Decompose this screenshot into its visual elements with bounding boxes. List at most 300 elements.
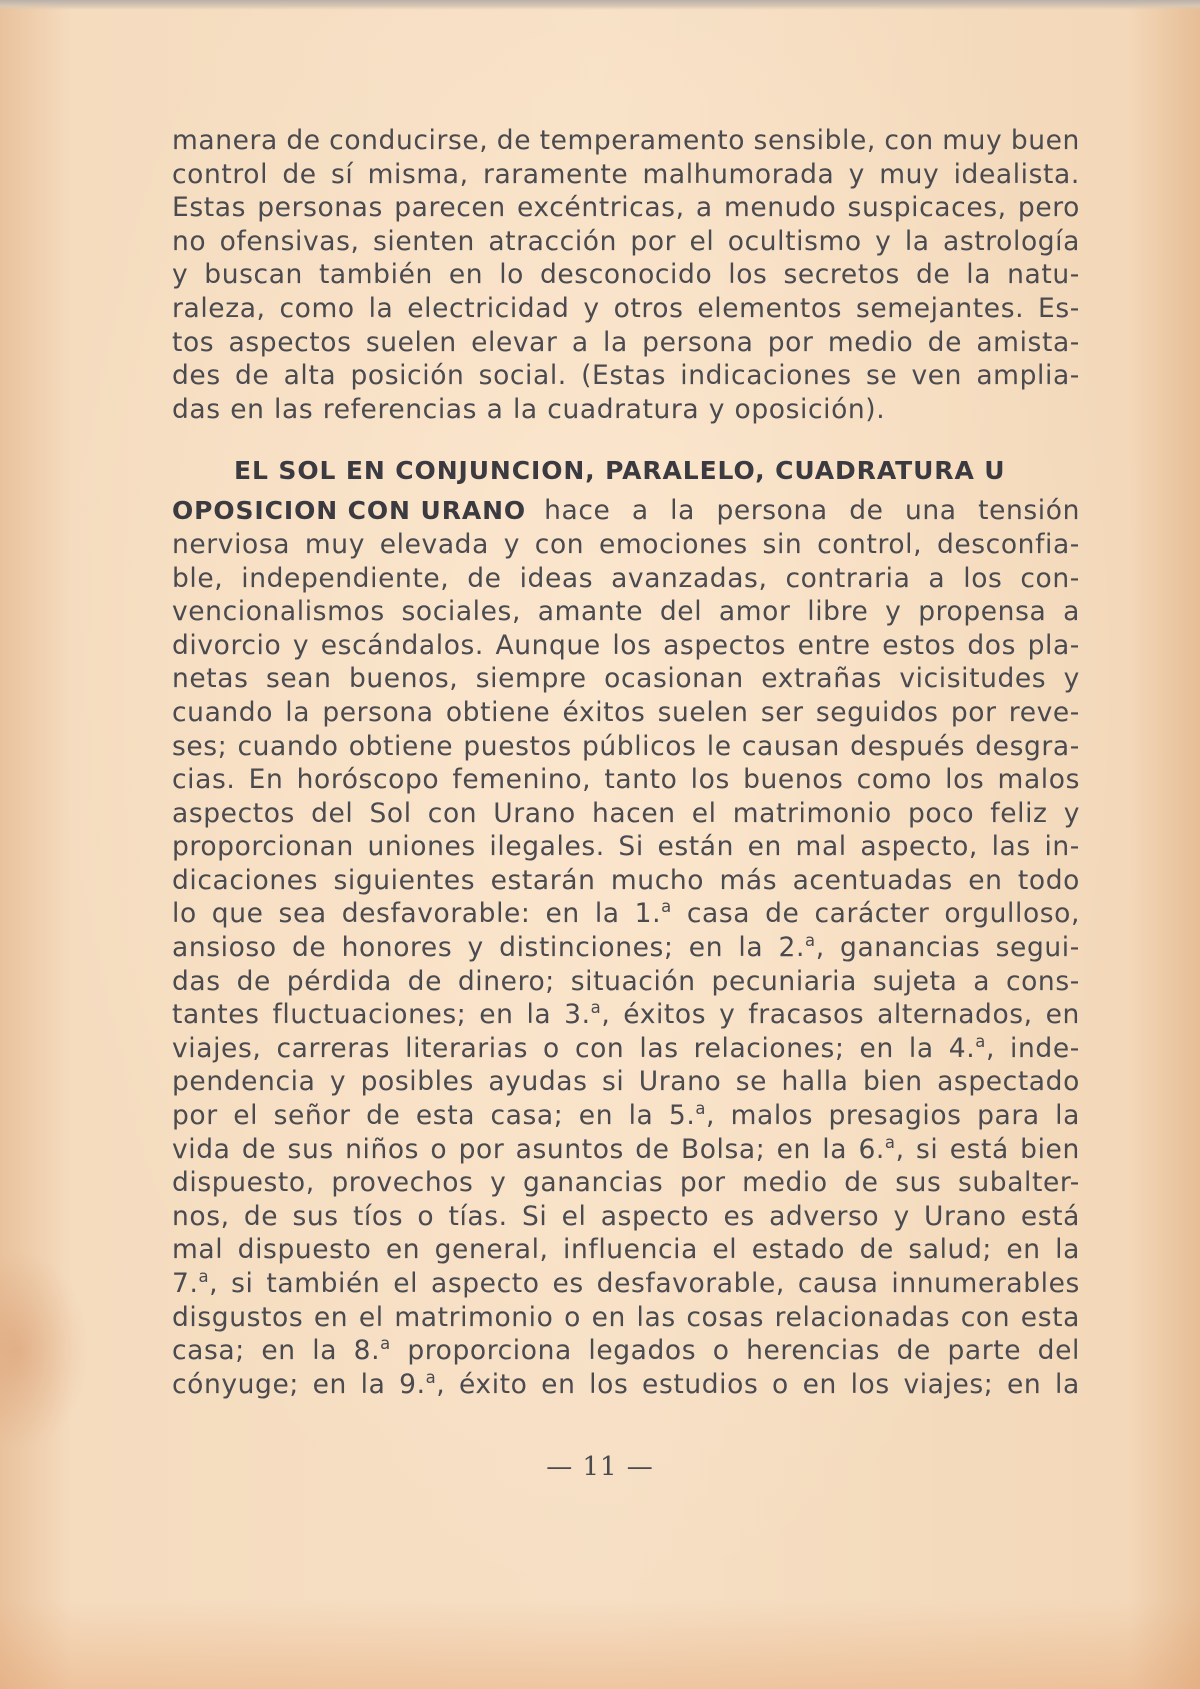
text-line bbox=[172, 629, 1080, 663]
word: es bbox=[723, 1200, 755, 1232]
word: o bbox=[712, 1335, 730, 1367]
word: para bbox=[977, 1100, 1040, 1132]
word: el bbox=[233, 1100, 259, 1132]
word: sensible, bbox=[753, 125, 876, 156]
word: con- bbox=[1020, 562, 1080, 594]
word: a bbox=[631, 494, 649, 526]
word: y bbox=[708, 393, 726, 425]
word: Si bbox=[618, 831, 644, 863]
word: causa bbox=[797, 1268, 879, 1299]
text-line bbox=[172, 696, 1080, 730]
word: menudo bbox=[723, 192, 837, 224]
word: tías. bbox=[448, 1200, 508, 1232]
word: el bbox=[358, 1301, 384, 1333]
text-line bbox=[172, 797, 1080, 831]
word: los bbox=[728, 259, 768, 291]
section-heading-continued: OPOSICION CON URANO bbox=[172, 495, 527, 525]
word: la bbox=[738, 932, 764, 964]
word: o bbox=[543, 1032, 560, 1064]
word: distinciones; bbox=[499, 932, 674, 964]
word: amor bbox=[718, 596, 791, 628]
word: por bbox=[172, 1100, 218, 1132]
word: a bbox=[486, 393, 504, 425]
word: sean bbox=[265, 663, 332, 695]
word: provechos bbox=[331, 1167, 474, 1199]
word: pla- bbox=[1027, 629, 1080, 661]
word: de bbox=[234, 360, 270, 392]
word: del bbox=[659, 596, 703, 628]
word: viajes, bbox=[172, 1032, 262, 1064]
word: raramente bbox=[482, 158, 629, 190]
word: nos, bbox=[172, 1200, 230, 1232]
word: pero bbox=[1017, 192, 1080, 224]
word: Sol bbox=[369, 797, 412, 829]
word: carácter bbox=[814, 898, 930, 930]
word: dos bbox=[967, 629, 1017, 661]
word: siguientes bbox=[333, 864, 476, 896]
text-line bbox=[172, 965, 1080, 999]
text-line bbox=[172, 1133, 1080, 1167]
word: las bbox=[991, 831, 1031, 863]
word: de bbox=[927, 326, 962, 358]
word: la bbox=[966, 259, 992, 291]
word: semejantes. bbox=[855, 292, 1025, 324]
page-number: — 11 — bbox=[546, 1452, 654, 1482]
body-text bbox=[172, 124, 1080, 1401]
word: amista- bbox=[976, 326, 1080, 358]
word: por bbox=[950, 696, 997, 728]
word: Urano bbox=[924, 1200, 1007, 1232]
word: hacen bbox=[591, 797, 676, 829]
word: aspectos bbox=[228, 326, 352, 358]
word: divorcio bbox=[172, 629, 282, 661]
word: nerviosa bbox=[172, 528, 291, 560]
paper-bottom-stain bbox=[0, 1599, 1200, 1689]
text-line bbox=[172, 864, 1080, 898]
word: de bbox=[407, 965, 442, 997]
word: en bbox=[448, 259, 484, 291]
word: buscan bbox=[204, 259, 303, 291]
word: casa; bbox=[172, 1335, 245, 1367]
word: persona bbox=[322, 696, 434, 728]
word: bien bbox=[862, 1066, 923, 1098]
word: los bbox=[963, 562, 1003, 594]
word: aspecto, bbox=[860, 831, 978, 863]
word: de bbox=[896, 1335, 931, 1367]
word: honores bbox=[341, 932, 453, 964]
word: y bbox=[329, 1066, 347, 1098]
text-line bbox=[172, 662, 1080, 696]
word: seguidos bbox=[815, 696, 939, 728]
word: uniones bbox=[367, 831, 476, 863]
word: se bbox=[735, 1066, 768, 1098]
text-line bbox=[172, 830, 1080, 864]
word: en bbox=[479, 999, 514, 1031]
word: salud; bbox=[908, 1234, 992, 1266]
word: das bbox=[172, 393, 221, 425]
word: casa; bbox=[490, 1100, 564, 1132]
word: casa bbox=[686, 898, 751, 930]
text-line bbox=[172, 1301, 1080, 1335]
word: cuadratura bbox=[547, 393, 700, 425]
text-line bbox=[172, 393, 1080, 427]
text-line bbox=[172, 1334, 1080, 1368]
word: de bbox=[243, 1200, 279, 1232]
word: medio bbox=[742, 1167, 828, 1199]
word: por bbox=[458, 1133, 505, 1165]
word: los bbox=[612, 629, 652, 661]
word: ideas bbox=[519, 562, 594, 594]
word: y bbox=[719, 999, 736, 1031]
word: de bbox=[849, 494, 884, 526]
word: in- bbox=[1044, 831, 1080, 863]
word: misma, bbox=[367, 158, 469, 190]
word: más bbox=[719, 864, 778, 896]
word: sus bbox=[292, 1200, 339, 1232]
section-heading-line-1 bbox=[172, 454, 1080, 488]
word: cónyuge; bbox=[172, 1368, 299, 1400]
word: Urano bbox=[493, 797, 576, 829]
text-line bbox=[172, 1233, 1080, 1267]
word: de bbox=[241, 1133, 277, 1165]
word: alta bbox=[283, 360, 337, 392]
word: 3.$^a$, bbox=[564, 998, 611, 1031]
word: Urano bbox=[638, 1066, 722, 1098]
word: o bbox=[564, 1301, 581, 1333]
word: la bbox=[1055, 1234, 1080, 1266]
word: astrología bbox=[943, 225, 1080, 257]
word: independiente, bbox=[241, 562, 450, 594]
word: asuntos bbox=[515, 1133, 624, 1165]
word: des bbox=[172, 360, 221, 392]
text-line bbox=[172, 124, 1080, 158]
word: también bbox=[318, 259, 433, 291]
word: a bbox=[1063, 596, 1080, 628]
word: muy bbox=[304, 528, 365, 560]
word: hace bbox=[544, 494, 611, 526]
word: bien bbox=[1020, 1133, 1080, 1165]
text-line bbox=[172, 595, 1080, 629]
word: las bbox=[639, 1032, 679, 1064]
word: la bbox=[1055, 1100, 1080, 1132]
word: muy bbox=[879, 158, 940, 190]
word: con bbox=[960, 1301, 1011, 1333]
word: libre bbox=[807, 596, 869, 628]
word: y bbox=[893, 1200, 910, 1232]
word: y bbox=[848, 158, 865, 190]
word: esta bbox=[1020, 1301, 1080, 1333]
word: fluctuaciones; bbox=[272, 999, 467, 1031]
word: otros bbox=[613, 292, 684, 324]
word: la bbox=[285, 696, 311, 728]
section-heading: EL SOL EN CONJUNCION, PARALELO, CUADRATURA U bbox=[234, 456, 1006, 486]
paragraph-1 bbox=[172, 124, 1080, 426]
word: estado bbox=[751, 1234, 846, 1266]
word: la bbox=[603, 326, 628, 358]
word: amplia- bbox=[976, 360, 1080, 392]
word: femenino, bbox=[452, 764, 592, 796]
word: están bbox=[657, 831, 734, 863]
word: dinero; bbox=[457, 965, 555, 997]
word: adverso bbox=[769, 1200, 880, 1232]
word: de bbox=[859, 1234, 894, 1266]
word: general, bbox=[434, 1234, 549, 1266]
word: elementos bbox=[697, 292, 843, 324]
word: buen bbox=[1010, 125, 1080, 156]
text-line bbox=[172, 931, 1080, 965]
word: se bbox=[865, 360, 898, 392]
word: feliz bbox=[990, 797, 1048, 829]
word: los bbox=[589, 1368, 629, 1400]
word: a bbox=[928, 562, 946, 594]
word: halla bbox=[781, 1066, 849, 1098]
word: ven bbox=[911, 360, 963, 392]
word: sociales, bbox=[401, 596, 521, 628]
word: es bbox=[552, 1268, 584, 1299]
text-line bbox=[172, 730, 1080, 764]
word: de bbox=[236, 965, 271, 997]
word: aspectado bbox=[937, 1066, 1080, 1098]
word: si bbox=[915, 1133, 939, 1165]
word: cuando bbox=[172, 696, 274, 728]
word: persona bbox=[716, 494, 828, 526]
word: cuando bbox=[237, 730, 339, 762]
heading-line-text bbox=[544, 494, 1080, 528]
word: natu- bbox=[1007, 259, 1080, 291]
word: el bbox=[712, 1234, 738, 1266]
word: ses; bbox=[172, 730, 228, 762]
word: presagios bbox=[828, 1100, 962, 1132]
word: no bbox=[172, 225, 207, 257]
text-line bbox=[172, 1200, 1080, 1234]
word: lo bbox=[172, 898, 197, 930]
word: la bbox=[904, 225, 930, 257]
word: y bbox=[583, 292, 600, 324]
word: posición bbox=[350, 360, 465, 392]
word: desgra- bbox=[975, 730, 1080, 762]
word: dispuesto bbox=[237, 1234, 372, 1266]
word: la bbox=[670, 494, 695, 526]
word: y bbox=[467, 932, 484, 964]
word: en bbox=[545, 898, 580, 930]
word: estarán bbox=[490, 864, 596, 896]
word: la bbox=[360, 1368, 386, 1400]
word: poco bbox=[907, 797, 975, 829]
word: parte bbox=[947, 1335, 1022, 1367]
text-line bbox=[172, 528, 1080, 562]
word: de bbox=[291, 932, 327, 964]
word: aspecto bbox=[431, 1268, 540, 1299]
word: y bbox=[1063, 663, 1080, 695]
word: tos bbox=[172, 326, 215, 358]
text-line bbox=[172, 1099, 1080, 1133]
word: las bbox=[636, 1301, 676, 1333]
word: los bbox=[945, 764, 985, 796]
word: en bbox=[591, 1301, 626, 1333]
word: en bbox=[261, 1335, 296, 1367]
word: la bbox=[368, 292, 394, 324]
word: después bbox=[850, 730, 966, 762]
word: sus bbox=[287, 1133, 334, 1165]
word: viajes; bbox=[903, 1368, 994, 1400]
word: disgustos bbox=[172, 1301, 304, 1333]
word: de bbox=[286, 125, 321, 156]
word: en bbox=[859, 1032, 894, 1064]
word: pérdida bbox=[286, 965, 392, 997]
word: control, bbox=[817, 528, 923, 560]
word: indicaciones bbox=[680, 360, 852, 392]
word: en bbox=[688, 932, 724, 964]
word: de bbox=[915, 259, 951, 291]
word: o bbox=[430, 1133, 448, 1165]
word: relaciones; bbox=[693, 1032, 845, 1064]
text-line bbox=[172, 359, 1080, 393]
text-line bbox=[172, 258, 1080, 292]
word: las bbox=[274, 393, 314, 425]
word: alternados, bbox=[877, 999, 1033, 1031]
word: influencia bbox=[563, 1234, 698, 1266]
word: ble, bbox=[172, 562, 224, 594]
word: 5.$^a$, bbox=[668, 1099, 716, 1132]
word: buenos, bbox=[348, 663, 459, 695]
word: 4.$^a$, bbox=[948, 1032, 995, 1064]
word: siempre bbox=[475, 663, 587, 695]
word: horóscopo bbox=[296, 764, 440, 796]
word: Estas bbox=[172, 192, 246, 224]
word: control bbox=[172, 158, 269, 190]
word: En bbox=[248, 764, 284, 796]
text-line bbox=[172, 1166, 1080, 1200]
word: fracasos bbox=[748, 999, 865, 1031]
word: obtiene bbox=[445, 696, 551, 728]
word: de bbox=[496, 125, 532, 156]
word: legados bbox=[588, 1335, 697, 1367]
word: personas bbox=[257, 192, 383, 224]
text-line bbox=[172, 1032, 1080, 1066]
text-line bbox=[172, 562, 1080, 596]
word: ocultismo bbox=[727, 225, 862, 257]
word: aspectos bbox=[172, 797, 295, 829]
word: mucho bbox=[610, 864, 705, 896]
word: emociones bbox=[598, 528, 748, 560]
word: electricidad bbox=[407, 292, 570, 324]
word: segui- bbox=[995, 932, 1080, 964]
word: también bbox=[266, 1268, 381, 1299]
word: estos bbox=[882, 629, 956, 661]
word: extrañas bbox=[761, 663, 882, 695]
word: en bbox=[1007, 1368, 1042, 1400]
word: sujeta bbox=[872, 965, 958, 997]
word: por bbox=[679, 1167, 726, 1199]
word: reve- bbox=[1008, 696, 1080, 728]
word: medio bbox=[827, 326, 914, 358]
word: excéntricas, bbox=[516, 192, 685, 224]
word: sienten bbox=[372, 225, 475, 257]
word: los bbox=[850, 1368, 890, 1400]
text-line bbox=[172, 998, 1080, 1032]
word: (Estas bbox=[581, 360, 667, 392]
word: con bbox=[574, 1032, 625, 1064]
word: posibles bbox=[360, 1066, 474, 1098]
word: elevar bbox=[471, 326, 558, 358]
word: pendencia bbox=[172, 1066, 316, 1098]
word: ofensivas, bbox=[219, 225, 360, 257]
word: Bolsa; bbox=[680, 1133, 766, 1165]
text-line bbox=[172, 225, 1080, 259]
word: en bbox=[385, 1234, 421, 1266]
word: propensa bbox=[918, 596, 1047, 628]
word: una bbox=[905, 494, 957, 526]
word: de bbox=[282, 158, 317, 190]
word: ocasionan bbox=[604, 663, 744, 695]
word: 2.$^a$, bbox=[778, 931, 825, 964]
word: de bbox=[467, 562, 502, 594]
word: conducirse, bbox=[329, 125, 489, 156]
word: vida bbox=[172, 1133, 231, 1165]
word: Aunque bbox=[495, 629, 601, 661]
word: señor bbox=[273, 1100, 351, 1132]
text-line bbox=[172, 292, 1080, 326]
word: cons- bbox=[1005, 965, 1080, 997]
word: 8.$^a$ bbox=[353, 1334, 391, 1367]
word: del bbox=[311, 797, 354, 829]
word: idealista. bbox=[953, 158, 1080, 190]
word: dicaciones bbox=[172, 864, 319, 896]
word: la bbox=[908, 1032, 934, 1064]
paper-stain bbox=[0, 1250, 90, 1450]
word: acentuadas bbox=[792, 864, 953, 896]
word: o bbox=[417, 1200, 435, 1232]
word: cosas bbox=[686, 1301, 765, 1333]
word: ilegales. bbox=[489, 831, 605, 863]
word: y bbox=[292, 629, 310, 661]
word: matrimonio bbox=[394, 1301, 554, 1333]
word: proporciona bbox=[407, 1335, 572, 1367]
word: en bbox=[968, 864, 1003, 896]
word: secretos bbox=[783, 259, 900, 291]
word: y bbox=[490, 1167, 507, 1199]
word: 1.$^a$ bbox=[634, 897, 672, 930]
word: en bbox=[313, 1301, 349, 1333]
word: y bbox=[1063, 797, 1080, 829]
word: suelen bbox=[365, 326, 457, 358]
word: atracción bbox=[488, 225, 618, 257]
word: en bbox=[747, 831, 782, 863]
word: con bbox=[884, 125, 934, 156]
word: buenos bbox=[743, 764, 844, 796]
word: el bbox=[689, 225, 715, 257]
word: literarias bbox=[405, 1032, 528, 1064]
word: estudios bbox=[642, 1368, 759, 1400]
word: por bbox=[767, 326, 814, 358]
word: manera bbox=[172, 125, 278, 156]
word: 6.$^a$, bbox=[858, 1132, 905, 1165]
word: en bbox=[312, 1368, 347, 1400]
word: ansioso bbox=[172, 932, 277, 964]
word: amante bbox=[537, 596, 644, 628]
word: lo bbox=[499, 259, 524, 291]
word: suspicaces, bbox=[847, 192, 1007, 224]
word: avanzadas, bbox=[611, 562, 768, 594]
word: el bbox=[691, 797, 717, 829]
word: 9.$^a$, bbox=[399, 1367, 446, 1400]
word: sea bbox=[278, 898, 327, 930]
word: y bbox=[172, 259, 189, 291]
word: de bbox=[844, 1167, 879, 1199]
word: con bbox=[534, 528, 585, 560]
word: los bbox=[690, 764, 730, 796]
word: carreras bbox=[276, 1032, 391, 1064]
